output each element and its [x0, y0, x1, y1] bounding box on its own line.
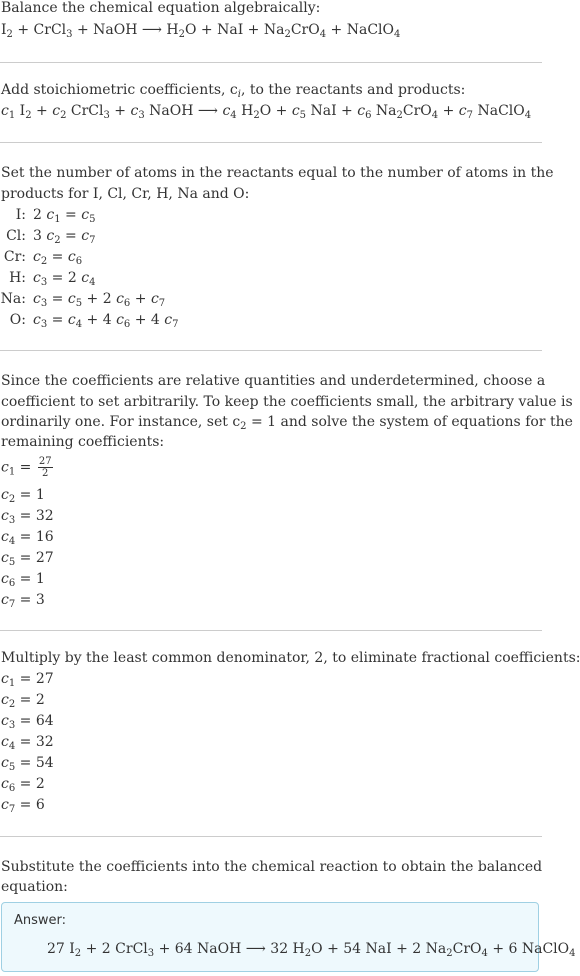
step5-text-2: equation: — [1, 879, 68, 895]
step3-text-4: remaining coefficients: — [1, 434, 165, 450]
step3-text-3: ordinarily one. For instance, set $c_2 = 1$ and solve the system of equations for the — [1, 414, 573, 432]
step2-text-2: products for I, Cl, Cr, H, Na and O: — [1, 186, 250, 202]
step5-text-1: Substitute the coefficients into the chemical reaction to obtain the balanced — [1, 859, 543, 875]
answer-box — [1, 902, 576, 972]
atom-label: Cr: — [3, 249, 26, 265]
solution-item: $c_6 = 1$ — [1, 571, 45, 589]
solution-item: $c_2 = 2$ — [1, 692, 45, 710]
solution-item: $c_4 = 16$ — [1, 529, 54, 547]
answer-label: Answer: — [14, 913, 67, 928]
atom-equation: $c_3 = c_4 + 4$ $c_6 + 4$ $c_7$ — [33, 312, 179, 330]
solution-item: $c_1$ = $\frac{27}{2}$ — [1, 456, 52, 479]
solution-item: $c_2 = 1$ — [1, 487, 45, 505]
atom-label: H: — [9, 270, 26, 286]
divider — [0, 142, 542, 143]
atom-equation: 3 $c_2 = c_7$ — [33, 228, 96, 246]
solution-item: $c_7 = 6$ — [1, 797, 45, 815]
solution-item: $c_4 = 32$ — [1, 734, 54, 752]
divider — [0, 62, 542, 63]
solution-item: $c_7 = 3$ — [1, 592, 45, 610]
solution-item: $c_3 = 64$ — [1, 713, 54, 731]
unbalanced-equation: $I_2$ + CrCl$_3$ + NaOH ⟶ $H_2O$ + NaI + $Na_2CrO_4$ + NaClO$_4$ — [1, 22, 401, 40]
atom-label: O: — [9, 312, 26, 328]
divider — [0, 836, 542, 837]
coefficient-equation: $c_1$ $I_2 + c_2$ CrCl$_3$ + $c_3$ NaOH ⟶ $c_4$ $H_2O + c_5$ NaI + $c_6$ $Na_2CrO_4 + c_7$ NaClO$_4$ — [1, 103, 532, 121]
solution-item: $c_5 = 27$ — [1, 550, 54, 568]
balanced-equation: 27 $I_2 + 2$ CrCl$_3$ + 64 NaOH ⟶ 32 $H_2O + 54$ NaI + 2 $Na_2CrO_4 + 6$ NaClO$_4$ — [47, 941, 576, 959]
solution-item: $c_5 = 54$ — [1, 755, 54, 773]
solution-item: $c_1 = 27$ — [1, 671, 54, 689]
atom-equation: $c_3 = 2$ $c_4$ — [33, 270, 96, 288]
step1-text: Add stoichiometric coefficients, $c_i$, to the reactants and products: — [1, 82, 466, 100]
solution-item: $c_6 = 2$ — [1, 776, 45, 794]
step4-text: Multiply by the least common denominator, 2, to eliminate fractional coefficients: — [1, 650, 580, 666]
intro-text: Balance the chemical equation algebraically: — [1, 0, 321, 16]
atom-label: Na: — [0, 291, 26, 307]
divider — [0, 350, 542, 351]
divider — [0, 630, 542, 631]
atom-equation: 2 $c_1 = c_5$ — [33, 207, 96, 225]
atom-label: Cl: — [6, 228, 26, 244]
atom-label: I: — [15, 207, 26, 223]
atom-equation: $c_2 = c_6$ — [33, 249, 83, 267]
step3-text-1: Since the coefficients are relative quantities and underdetermined, choose a — [1, 373, 546, 389]
atom-equation: $c_3 = c_5 + 2$ $c_6 + c_7$ — [33, 291, 166, 309]
step3-text-2: coefficient to set arbitrarily. To keep the coefficients small, the arbitrary value is — [1, 394, 573, 410]
step2-text-1: Set the number of atoms in the reactants equal to the number of atoms in the — [1, 165, 554, 181]
solution-item: $c_3 = 32$ — [1, 508, 54, 526]
